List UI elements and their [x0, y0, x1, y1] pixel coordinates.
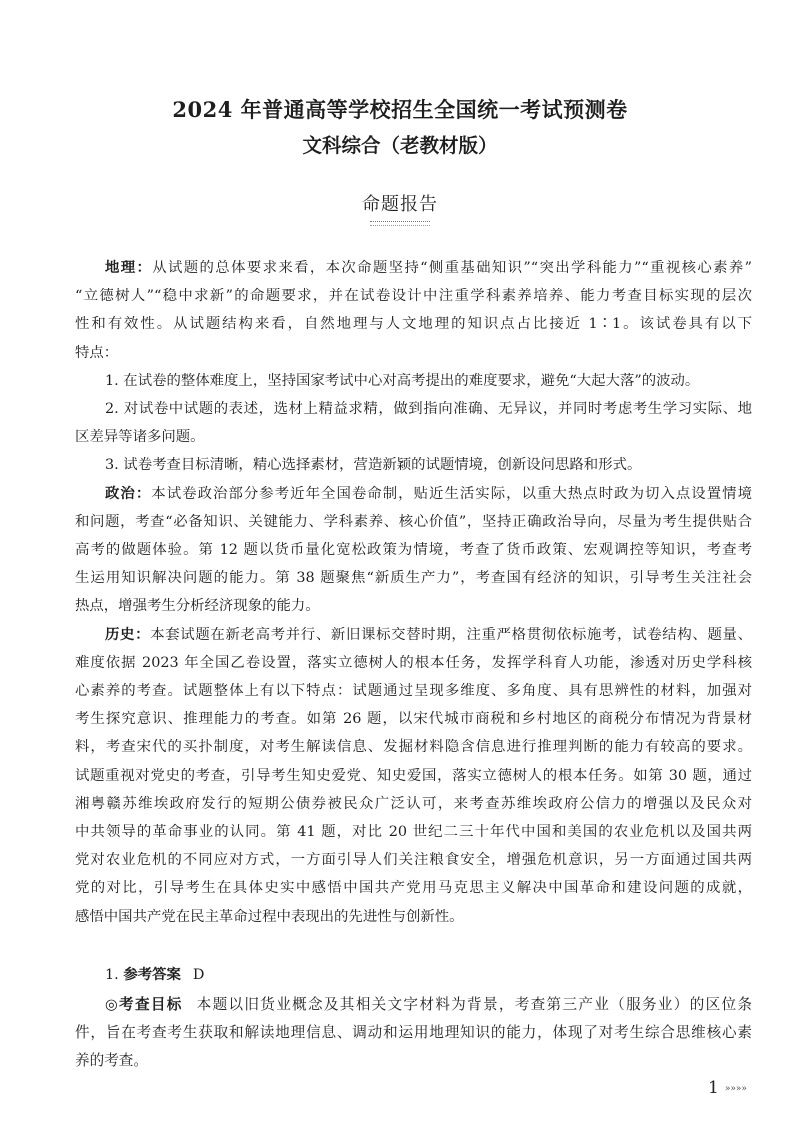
- paragraph-line: 高考的做题体验。第 12 题以货币量化宽松政策为情境，考查了货币政策、宏观调控等知识，考查考: [75, 542, 752, 559]
- line-text: 从试题的总体要求来看，本次命题坚持“侧重基础知识”“突出学科能力”“重视核心素养”: [152, 260, 752, 276]
- paragraph-line: 件，旨在考查考生获取和解读地理信息、调动和运用地理知识的能力，体现了对考生综合思维核心素: [75, 1024, 752, 1041]
- section-heading: 命题报告: [362, 194, 438, 215]
- point-item: 1. 在试卷的整体难度上，坚持国家考试中心对高考提出的难度要求，避免“大起大落”的波动。: [105, 372, 700, 389]
- paragraph-line: 党对农业危机的不同应对方式，一方面引导人们关注粮食安全，增强危机意识，另一方面通过国共两: [75, 852, 752, 869]
- report-body: [75, 254, 752, 931]
- paragraph-line: 难度依据 2023 年全国乙卷设置，落实立德树人的根本任务，发挥学科育人功能，渗透对历史学科核: [75, 654, 752, 671]
- paragraph-line: 和问题，考查“必备知识、关键能力、学科素养、核心价值”，坚持正确政治导向，尽量为考生提供贴合: [75, 513, 752, 530]
- paragraph-line: 中共领导的革命事业的认同。第 41 题，对比 20 世纪二三十年代中国和美国的农业危机以及国共两: [75, 824, 752, 841]
- history-paragraph: [75, 621, 752, 931]
- paragraph-line: 湘粤赣苏维埃政府发行的短期公债券被民众广泛认可，来考查苏维埃政府公信力的增强以及民众对: [75, 795, 752, 812]
- heading-ornament: [370, 221, 430, 226]
- paragraph-line: 特点：: [75, 344, 119, 361]
- politics-paragraph: [75, 480, 752, 621]
- exam-subtitle: 文科综合（老教材版）: [302, 134, 498, 157]
- paragraph-line: [75, 991, 752, 1019]
- answer-value: D: [192, 967, 205, 983]
- answer-label: 参考答案: [123, 967, 181, 983]
- paragraph-line: [75, 254, 752, 282]
- paragraph-line: [75, 480, 752, 508]
- page-marker: »»»»: [724, 1083, 747, 1094]
- question-number: 1.: [105, 967, 124, 983]
- objective-paragraph: [75, 991, 752, 1075]
- point-item: 2. 对试卷中试题的表述，选材上精益求精，做到指向准确、无异议，并同时考虑考生学习实际、地: [105, 401, 752, 418]
- page-number: 1: [708, 1078, 719, 1098]
- page-footer: [708, 1074, 747, 1103]
- geography-points: [75, 367, 752, 480]
- paragraph-line: 感悟中国共产党在民主革命过程中表现出的先进性与创新性。: [75, 908, 464, 925]
- point-item: 3. 试卷考查目标清晰，精心选择素材，营造新颖的试题情境，创新设问思路和形式。: [105, 457, 642, 474]
- geography-label: 地理：: [105, 259, 153, 276]
- history-label: 历史：: [105, 625, 151, 643]
- paragraph-line: 考生探究意识、推理能力的考查。如第 26 题，以宋代城市商税和乡村地区的商税分布情况为背景材: [75, 711, 752, 728]
- paragraph-line: 料，考查宋代的买扑制度，对考生解读信息、发掘材料隐含信息进行推理判断的能力有较高的要求。: [75, 739, 752, 756]
- paragraph-line: 热点，增强考生分析经济现象的能力。: [75, 598, 320, 615]
- objective-label: ◎考查目标: [105, 996, 183, 1013]
- geography-paragraph: [75, 254, 752, 367]
- answer-line: [75, 961, 752, 989]
- line-text: 本试卷政治部分参考近年全国卷命制，贴近生活实际，以重大热点时政为切入点设置情境: [151, 485, 752, 502]
- paragraph-line: 生运用知识解决问题的能力。第 38 题聚焦“新质生产力”，考查国有经济的知识，引导考生关注社会: [75, 570, 752, 587]
- paragraph-line: 试题重视对党史的考查，引导考生知史爱党、知史爱国，落实立德树人的根本任务。如第 30 题，通过: [75, 767, 752, 784]
- paragraph-line: 心素养的考查。试题整体上有以下特点：试题通过呈现多维度、多角度、具有思辨性的材料，加强对: [75, 683, 752, 700]
- paragraph-line: 养的考查。: [75, 1052, 148, 1069]
- point-item-continued: 区差异等诸多问题。: [75, 429, 205, 446]
- politics-label: 政治：: [105, 484, 152, 502]
- paragraph-line: 性和有效性。从试题结构来看，自然地理与人文地理的知识点占比接近 1∶1。该试卷具有以下: [75, 316, 752, 333]
- line-text: 本套试题在新老高考并行、新旧课标交替时期，注重严格贯彻依标施考，试卷结构、题量、: [150, 626, 752, 643]
- paragraph-line: 党的对比，引导考生在具体史实中感悟中国共产党用马克思主义解决中国革命和建设问题的成就，: [75, 880, 752, 897]
- line-text: 本题以旧货业概念及其相关文字材料为背景，考查第三产业（服务业）的区位条: [196, 996, 752, 1013]
- paragraph-line: “立德树人”“稳中求新”的命题要求，并在试卷设计中注重学科素养培养、能力考查目标实现的层次: [75, 288, 752, 305]
- answer-row: [75, 961, 752, 989]
- paragraph-line: [75, 621, 752, 649]
- exam-title: 2024 年普通高等学校招生全国统一考试预测卷: [172, 97, 628, 122]
